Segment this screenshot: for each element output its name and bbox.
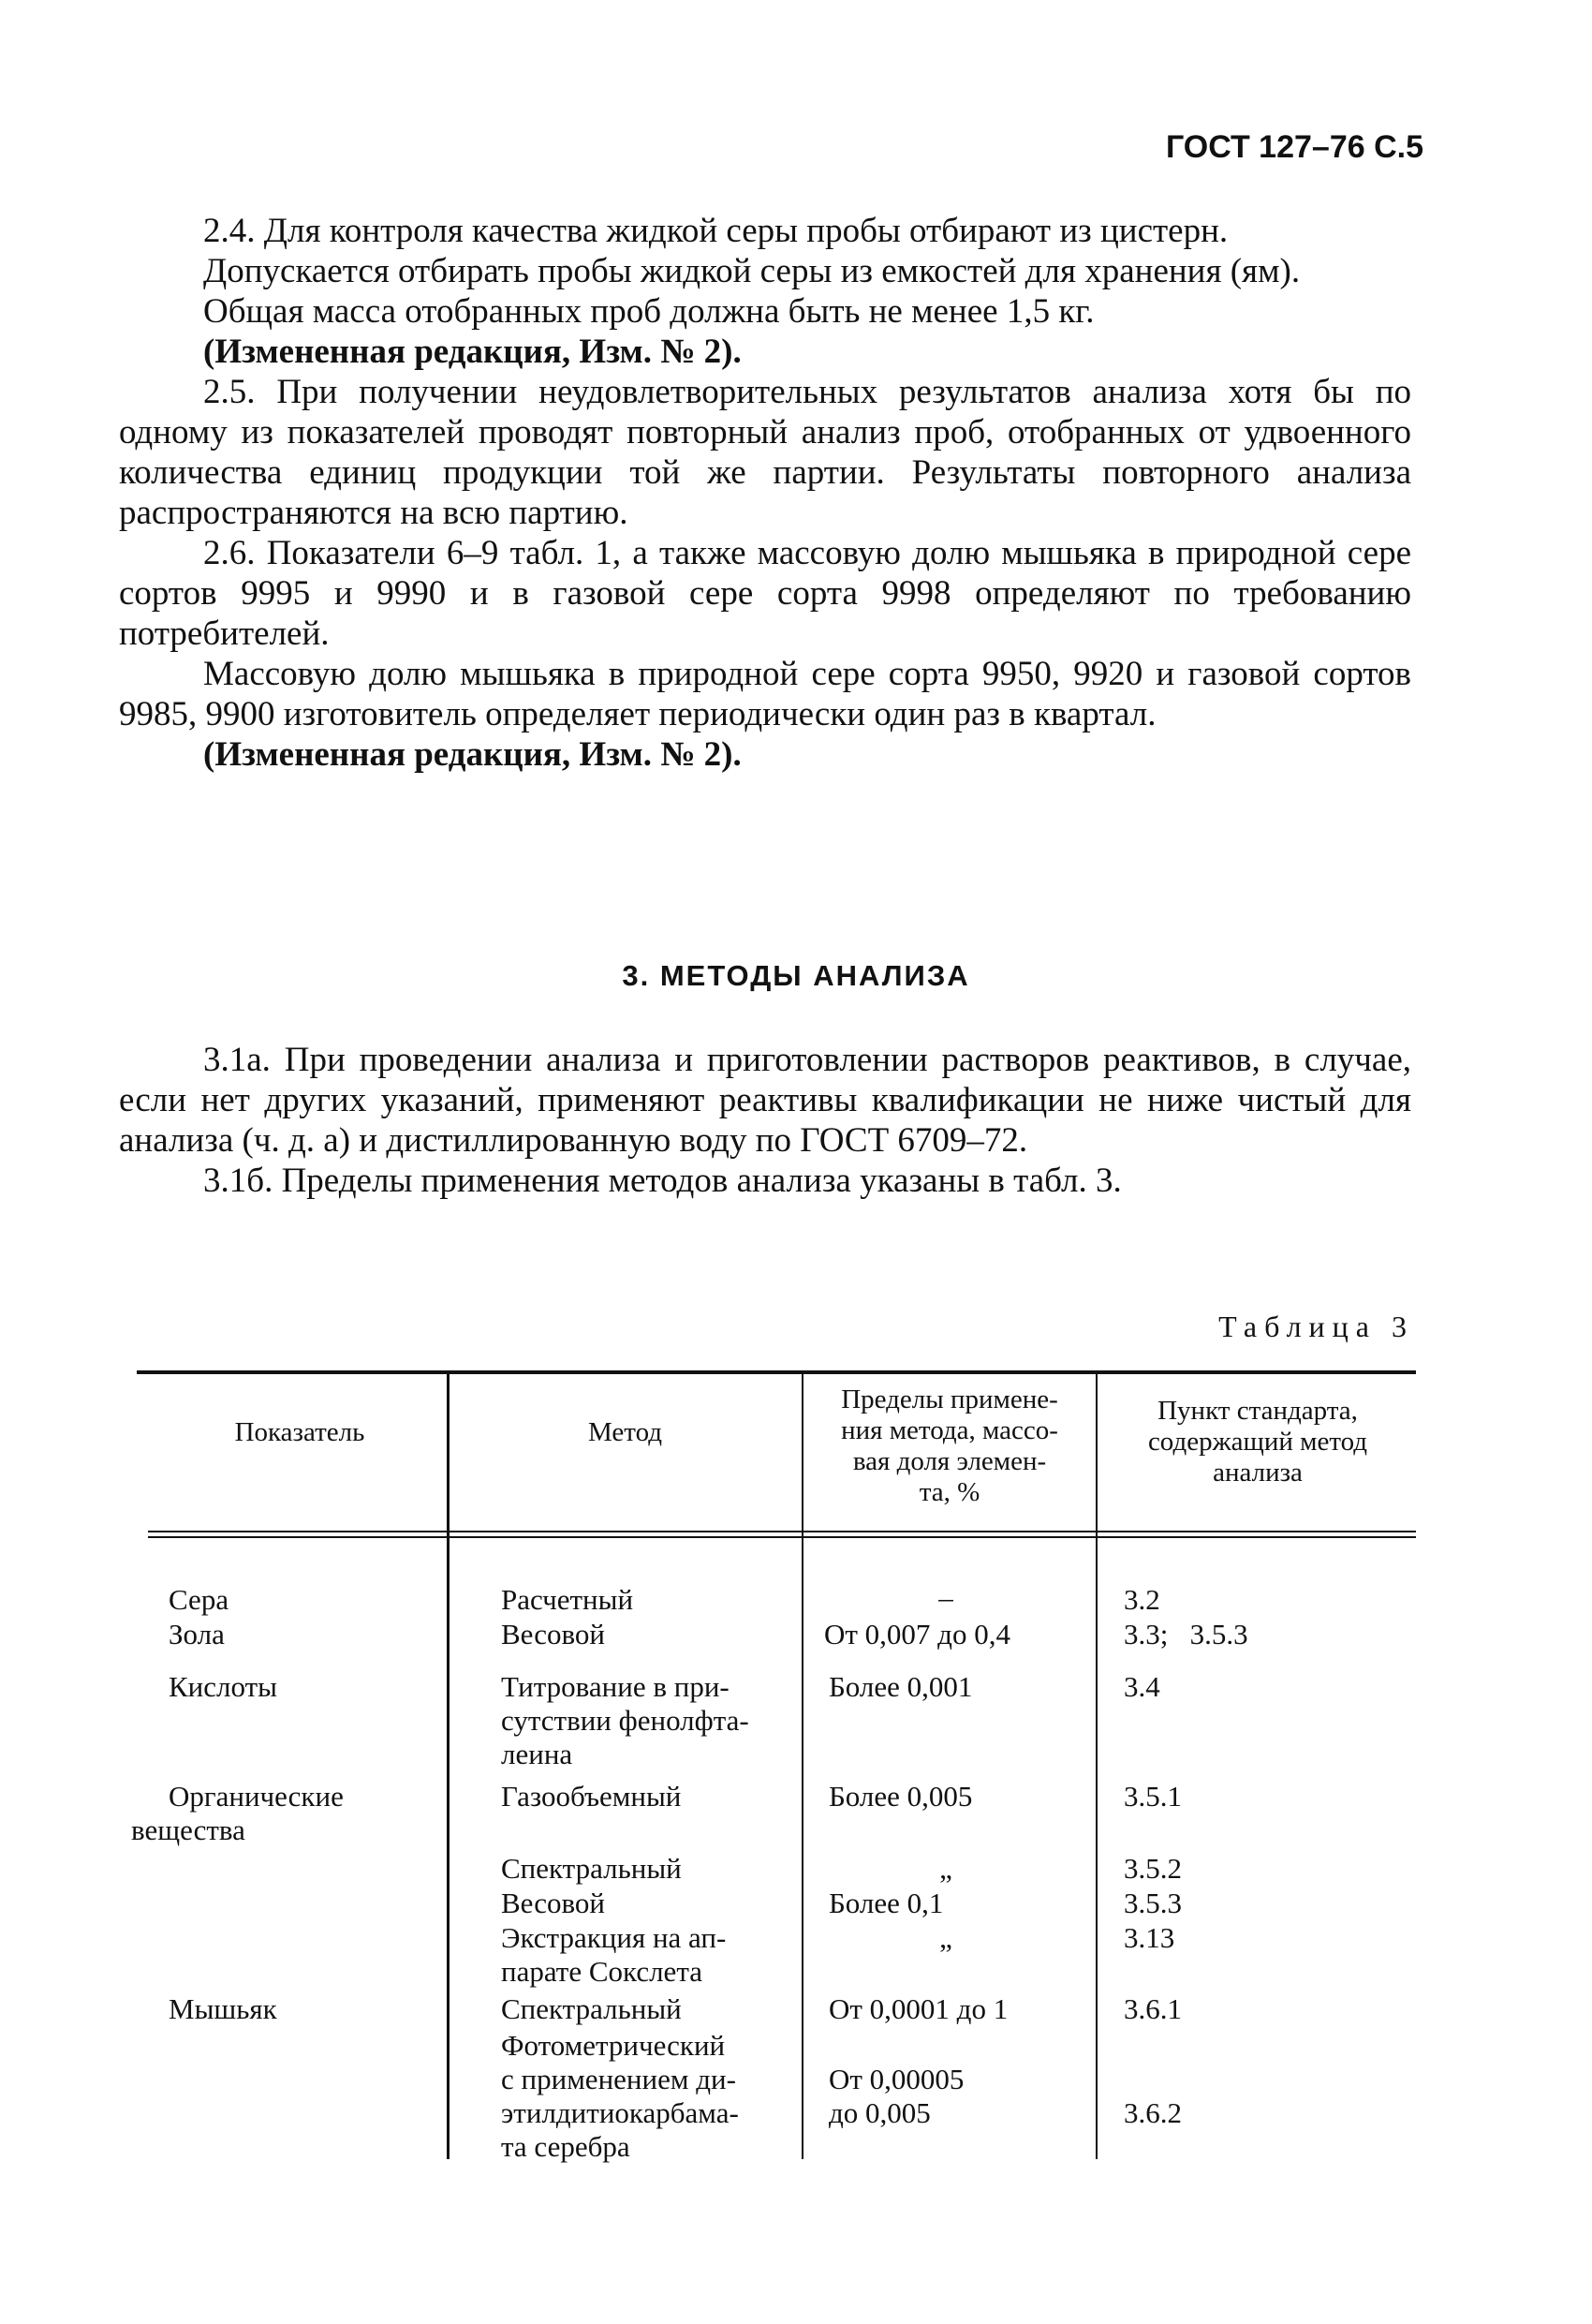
paragraph-3-1a: 3.1а. При проведении анализа и приготовлении растворов реактивов, в случае, если нет других указаний, применяют реактивы квалификации не ниже чистый для анализа (ч. д. а) и дистиллированную воду по ГОСТ 6709–72. xyxy=(119,1041,1411,1160)
column-divider xyxy=(802,1372,803,2159)
cell-limits: От 0,007 до 0,4 xyxy=(824,1618,1010,1650)
cell-clause: 3.4 xyxy=(1124,1670,1160,1703)
paragraph-2-4-mass: Общая масса отобранных проб должна быть не менее 1,5 кг. xyxy=(203,292,1095,331)
header-indicator: Показатель xyxy=(234,1417,365,1447)
cell-limits: От 0,0001 до 1 xyxy=(829,1992,1009,2025)
cell-indicator: Сера xyxy=(169,1583,229,1616)
cell-limits: Более 0,001 xyxy=(829,1670,973,1703)
header-clause-line: анализа xyxy=(1213,1458,1303,1488)
column-divider xyxy=(1096,1372,1098,2159)
cell-method-line: с применением ди- xyxy=(501,2063,736,2095)
cell-method-line: сутствии фенолфта- xyxy=(501,1704,749,1737)
cell-indicator: Мышьяк xyxy=(169,1992,277,2025)
cell-method: Весовой xyxy=(501,1618,605,1650)
cell-limits-line: От 0,00005 xyxy=(829,2063,965,2095)
cell-limits: – xyxy=(938,1581,953,1614)
page-header: ГОСТ 127–76 С.5 xyxy=(1165,129,1423,165)
cell-method-line: этилдитиокарбама- xyxy=(501,2096,739,2129)
header-method: Метод xyxy=(588,1417,662,1447)
cell-clause: 3.5.3 xyxy=(1124,1887,1182,1919)
cell-limits: Более 0,1 xyxy=(829,1887,944,1919)
cell-indicator: Кислоты xyxy=(169,1670,277,1703)
cell-clause: 3.13 xyxy=(1124,1921,1175,1954)
cell-method-line: леина xyxy=(501,1738,573,1770)
cell-limits xyxy=(829,2063,964,2130)
cell-method: Газообъемный xyxy=(501,1780,682,1813)
cell-indicator: Зола xyxy=(169,1618,225,1650)
cell-indicator xyxy=(131,1780,344,1847)
cell-method-line: та серебра xyxy=(501,2130,630,2163)
header-limits-line: Пределы примене- xyxy=(841,1384,1058,1414)
header-clause-line: Пункт стандарта, xyxy=(1157,1396,1358,1426)
cell-clause: 3.6.1 xyxy=(1124,1992,1182,2025)
table-caption: Таблица 3 xyxy=(1218,1310,1414,1343)
cell-indicator-line: Органические xyxy=(169,1780,344,1813)
paragraph-2-5: 2.5. При получении неудовлетворительных результатов анализа хотя бы по одному из показателей проводят повторный анализ проб, отобранных от удвоенного количества единиц продукции той же партии. Результаты повторного анализа распространяются на всю партию. xyxy=(119,373,1411,532)
column-divider xyxy=(447,1372,450,2159)
cell-method-line: Титрование в при- xyxy=(501,1670,730,1703)
cell-limits-line: до 0,005 xyxy=(829,2096,931,2129)
paragraph-2-4-cont: Допускается отбирать пробы жидкой серы из емкостей для хранения (ям). xyxy=(203,252,1301,290)
cell-clause: 3.3; 3.5.3 xyxy=(1124,1618,1248,1650)
cell-method-line: Экстракция на ап- xyxy=(501,1921,727,1954)
header-limits-line: вая доля элемен- xyxy=(852,1446,1047,1476)
cell-limits: „ xyxy=(939,1921,952,1954)
cell-method: Расчетный xyxy=(501,1583,634,1616)
cell-method xyxy=(501,2029,739,2164)
cell-method: Весовой xyxy=(501,1887,605,1919)
section-title: 3. МЕТОДЫ АНАЛИЗА xyxy=(622,959,970,992)
cell-method: Спектральный xyxy=(501,1852,682,1885)
cell-indicator-line: вещества xyxy=(131,1813,245,1846)
header-clause-line: содержащий метод xyxy=(1147,1427,1368,1457)
paragraph-2-6: 2.6. Показатели 6–9 табл. 1, а также массовую долю мышьяка в природной сере сортов 9995 и 9990 и в газовой сере сорта 9998 определяют по требованию потребителей. xyxy=(119,534,1411,653)
paragraph-2-4: 2.4. Для контроля качества жидкой серы пробы отбирают из цистерн. xyxy=(203,212,1229,250)
header-limits-line: ния метода, массо- xyxy=(841,1415,1058,1445)
paragraph-3-1b: 3.1б. Пределы применения методов анализа указаны в табл. 3. xyxy=(203,1162,1122,1200)
table-top-rule xyxy=(137,1370,1416,1374)
cell-method-line: парате Сокслета xyxy=(501,1955,703,1988)
cell-limits: Более 0,005 xyxy=(829,1780,973,1813)
cell-limits: „ xyxy=(939,1852,952,1885)
header-clause xyxy=(1103,1396,1412,1488)
header-limits xyxy=(807,1384,1092,1508)
cell-method xyxy=(501,1670,749,1771)
table-header-rule xyxy=(148,1531,1416,1532)
cell-method xyxy=(501,1921,726,1989)
amendment-note: (Измененная редакция, Изм. № 2). xyxy=(203,333,742,371)
cell-method-line: Фотометрический xyxy=(501,2029,726,2062)
table-header-rule xyxy=(148,1536,1416,1538)
header-limits-line: та, % xyxy=(919,1477,980,1507)
cell-clause: 3.5.1 xyxy=(1124,1780,1182,1813)
amendment-note: (Измененная редакция, Изм. № 2). xyxy=(203,735,742,774)
cell-method: Спектральный xyxy=(501,1992,682,2025)
cell-clause: 3.6.2 xyxy=(1124,2096,1182,2129)
cell-clause: 3.5.2 xyxy=(1124,1852,1182,1885)
paragraph-2-6-b: Массовую долю мышьяка в природной сере сорта 9950, 9920 и газовой сортов 9985, 9900 изготовитель определяет периодически один раз в квартал. xyxy=(119,655,1411,733)
cell-clause: 3.2 xyxy=(1124,1583,1160,1616)
